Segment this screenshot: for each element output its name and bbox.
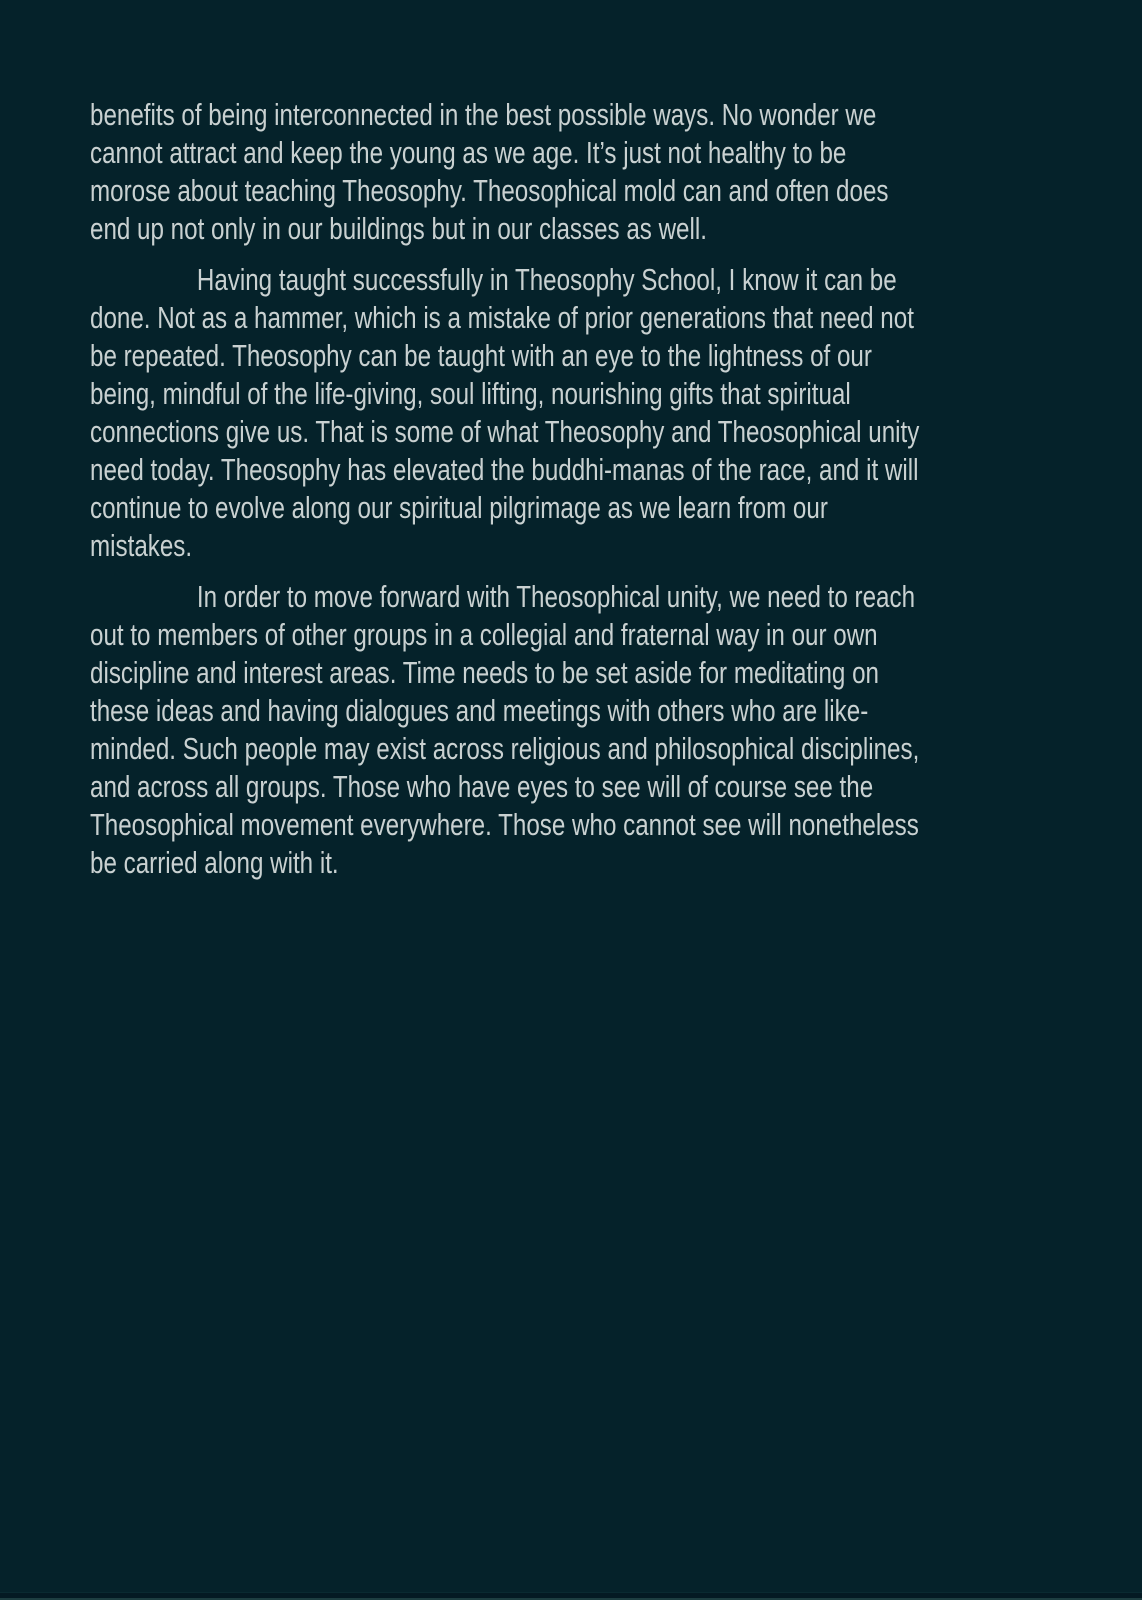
text-line: be carried along with it. — [90, 845, 339, 880]
text-line: and across all groups. Those who have eyes to see will of course see the — [90, 769, 874, 804]
text-line: done. Not as a hammer, which is a mistake of prior generations that need not — [90, 300, 914, 335]
text-line: these ideas and having dialogues and meetings with others who are like- — [90, 693, 869, 728]
text-line: mistakes. — [90, 528, 193, 563]
text-line: discipline and interest areas. Time needs to be set aside for meditating on — [90, 655, 879, 690]
text-line: be repeated. Theosophy can be taught with an eye to the lightness of our — [90, 338, 872, 373]
text-line: morose about teaching Theosophy. Theosophical mold can and often does — [90, 173, 889, 208]
paragraph — [90, 261, 1065, 565]
text-line: In order to move forward with Theosophical unity, we need to reach — [196, 579, 916, 614]
text-line: Theosophical movement everywhere. Those who cannot see will nonetheless — [90, 807, 919, 842]
text-line: being, mindful of the life-giving, soul lifting, nourishing gifts that spiritual — [90, 376, 851, 411]
text-line: continue to evolve along our spiritual pilgrimage as we learn from our — [90, 490, 828, 525]
text-line: end up not only in our buildings but in our classes as well. — [90, 211, 707, 246]
text-line: need today. Theosophy has elevated the buddhi-manas of the race, and it will — [90, 452, 919, 487]
text-line: minded. Such people may exist across religious and philosophical disciplines, — [90, 731, 920, 766]
text-line: cannot attract and keep the young as we age. It’s just not healthy to be — [90, 135, 847, 170]
paragraph — [90, 578, 1065, 882]
text-line: benefits of being interconnected in the best possible ways. No wonder we — [90, 97, 877, 132]
page-text-block — [90, 96, 1065, 895]
text-line: out to members of other groups in a collegial and fraternal way in our own — [90, 617, 878, 652]
text-line: Having taught successfully in Theosophy School, I know it can be — [196, 262, 897, 297]
paragraph — [90, 96, 1065, 248]
page-bottom-edge — [0, 1592, 1142, 1600]
text-line: connections give us. That is some of what Theosophy and Theosophical unity — [90, 414, 920, 449]
